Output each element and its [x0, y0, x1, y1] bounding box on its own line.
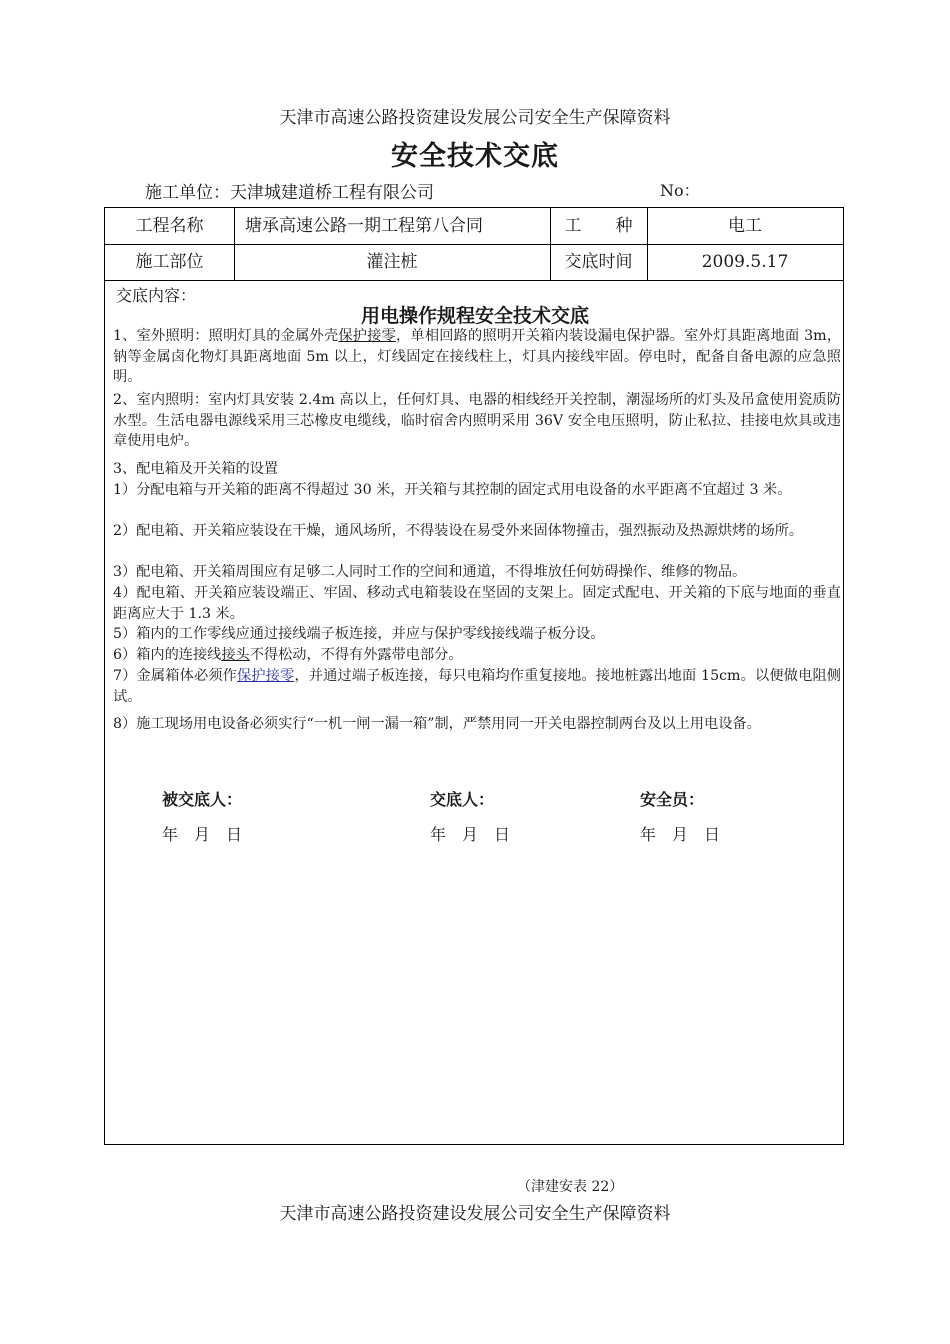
paragraph-box-item-2: 2）配电箱、开关箱应装设在干燥，通风场所，不得装设在易受外来固体物撞击，强烈振动及热源烘烤的场所。 [113, 523, 804, 539]
giver-date: 年 月 日 [430, 825, 511, 844]
paragraph-text: ，并通过端子板连接，每只电箱均作重复接地。接地桩露出地面 15cm。以便做电阻侧试。 [113, 668, 841, 705]
construction-unit-label: 施工单位： [145, 183, 230, 203]
safety-officer-signature-label: 安全员： [640, 790, 705, 809]
grounding-link[interactable]: 保护接零 [338, 328, 396, 344]
paragraph-box-item-5: 5）箱内的工作零线应通过接线端子板连接，并应与保护零线接线端子板分设。 [113, 626, 605, 642]
document-title: 安全技术交底 [391, 141, 559, 172]
paragraph-box-item-1: 1）分配电箱与开关箱的距离不得超过 30 米，开关箱与其控制的固定式用电设备的水平距离不宜超过 3 米。 [113, 482, 792, 498]
paragraph-box-item-3: 3）配电箱、开关箱周围应有足够二人同时工作的空间和通道，不得堆放任何妨碍操作、维修的物品。 [113, 564, 747, 580]
paragraph-box-setup-title: 3、配电箱及开关箱的设置 [113, 461, 279, 477]
paragraph-text: 1、室外照明：照明灯具的金属外壳 [113, 328, 339, 344]
paragraph-text: ，单相回路的照明开关箱内装设漏电保护器。室外灯具距离地面 3m，钠等金属卤化物灯具距离地面 5m 以上，灯线固定在接线柱上，灯具内接线牢固。停电时，配备自备电源的应急照明。 [113, 328, 842, 385]
header-org: 天津市高速公路投资建设发展公司安全生产保障资料 [279, 108, 671, 128]
trade-label: 工 种 [564, 216, 633, 236]
grounding-link[interactable]: 保护接零 [237, 668, 295, 684]
form-code: （津建安表 22） [517, 1179, 624, 1195]
construction-unit [145, 178, 434, 203]
trade-value: 电工 [728, 216, 762, 236]
joint-link[interactable]: 接头 [221, 647, 250, 663]
section-title: 用电操作规程安全技术交底 [360, 305, 589, 327]
construction-part-label: 施工部位 [135, 252, 204, 272]
footer-org: 天津市高速公路投资建设发展公司安全生产保障资料 [279, 1204, 671, 1224]
disclosure-date-value: 2009.5.17 [701, 252, 789, 272]
safety-officer-date: 年 月 日 [640, 825, 721, 844]
paragraph-box-item-6 [113, 645, 841, 666]
paragraph-outdoor-lighting [113, 326, 841, 388]
construction-unit-value: 天津城建道桥工程有限公司 [230, 183, 434, 203]
project-name-value: 塘承高速公路一期工程第八合同 [245, 216, 483, 236]
receiver-date: 年 月 日 [162, 825, 243, 844]
paragraph-indoor-lighting: 2、室内照明：室内灯具安装 2.4m 高以上，任何灯具、电器的相线经开关控制，潮湿场所的灯头及吊盒使用瓷质防水型。生活电器电源线采用三芯橡皮电缆线，临时宿舍内照明采用 36V 安全电压照明，防止私拉、挂接电炊具或违章使用电炉。 [113, 392, 841, 449]
disclosure-date-label: 交底时间 [564, 252, 633, 272]
construction-part-value: 灌注桩 [366, 252, 418, 272]
content-label: 交底内容： [116, 286, 197, 305]
paragraph-text: 7）金属箱体必须作 [113, 668, 238, 684]
paragraph-text: 不得松动，不得有外露带电部分。 [249, 647, 463, 663]
row-divider [105, 280, 843, 281]
giver-signature-label: 交底人： [430, 790, 495, 809]
paragraph-box-item-8: 8）施工现场用电设备必须实行“一机一闸一漏一箱”制，严禁用同一开关电器控制两台及以上用电设备。 [113, 716, 761, 732]
paragraph-box-item-4: 4）配电箱、开关箱应装设端正、牢固、移动式电箱装设在坚固的支架上。固定式配电、开关箱的下底与地面的垂直距离应大于 1.3 米。 [113, 585, 841, 622]
document-number-label: No： [660, 181, 700, 200]
receiver-signature-label: 被交底人： [162, 790, 243, 809]
paragraph-text: 6）箱内的连接线 [113, 647, 222, 663]
paragraph-box-item-7 [113, 666, 841, 707]
project-name-label: 工程名称 [135, 216, 204, 236]
